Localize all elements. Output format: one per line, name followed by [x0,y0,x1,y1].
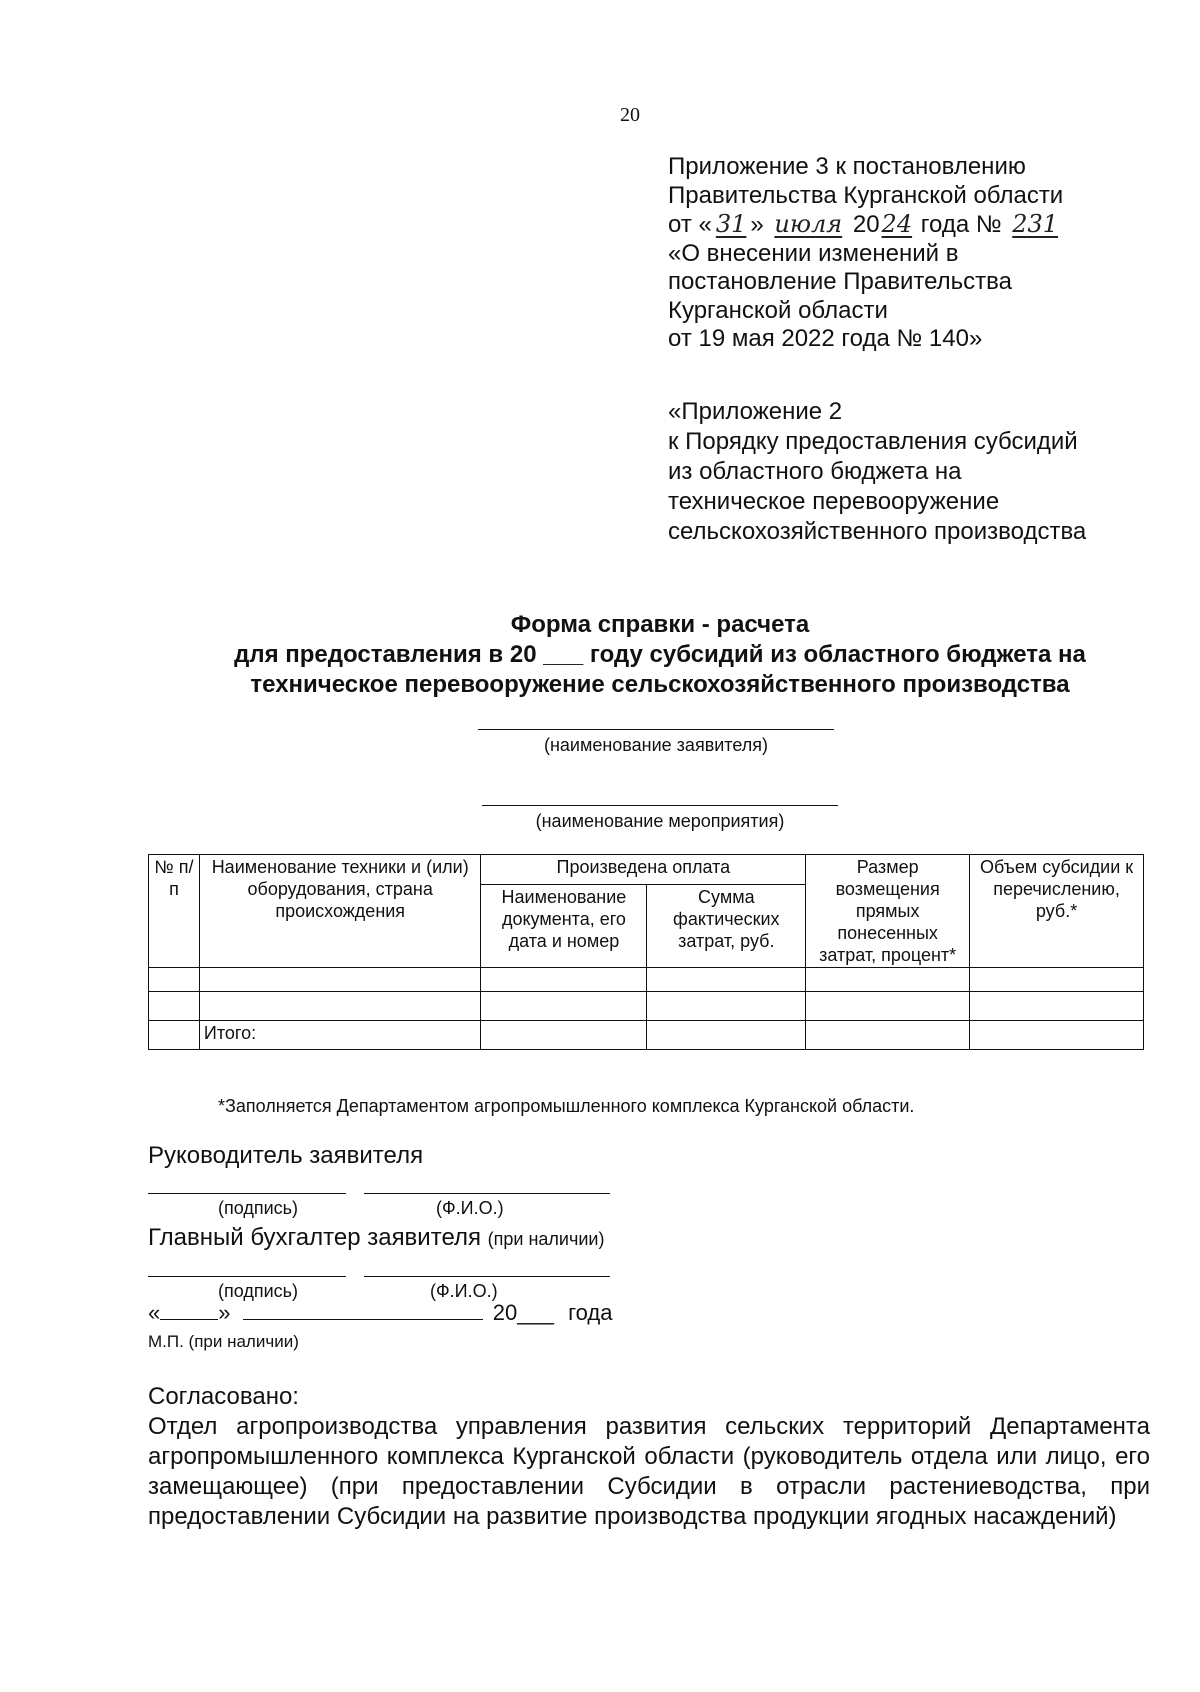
appendix-line: к Порядку предоставления субсидий [668,428,1078,455]
header-date-line [668,210,1148,240]
head-signature-field[interactable] [148,1193,346,1194]
total-label: Итого: [199,1021,481,1050]
applicant-caption: (наименование заявителя) [543,735,769,755]
table-cell[interactable] [149,992,200,1021]
header-reimbursement-rate: Размер возмещения прямых понесенных затрат, процент* [806,855,970,968]
date-open-quote: « [148,1300,161,1325]
header-subsidy-volume: Объем субсидии к перечислению, руб.* [970,855,1144,968]
table-cell[interactable] [647,1021,806,1050]
month-separator: » [750,211,764,238]
fio-caption: (Ф.И.О.) [430,1281,498,1301]
date-prefix: от « [668,211,712,238]
header-line: Правительства Курганской области [668,181,1064,209]
appendix-header [668,153,1148,354]
table-cell[interactable] [970,968,1144,992]
title-line: техническое перевооружение сельскохозяйственного производства [250,671,1070,698]
table-cell[interactable] [806,992,970,1021]
agreed-heading: Согласовано: [148,1383,299,1410]
accountant-fio-field[interactable] [364,1276,610,1277]
table-cell[interactable] [970,992,1144,1021]
table-cell[interactable] [647,992,806,1021]
table-cell[interactable] [647,968,806,992]
table-cell[interactable] [199,968,481,992]
handwritten-day: 31 [715,210,747,238]
signature-caption: (подпись) [218,1198,299,1218]
head-signature-title: Руководитель заявителя [148,1142,424,1169]
agreed-section [148,1382,1150,1532]
header-number: № п/п [149,855,200,968]
handwritten-month: июля [774,210,843,238]
year-prefix: 20 [852,211,880,238]
appendix-line: сельскохозяйственного производства [668,518,1087,545]
date-word: года [568,1300,613,1325]
calculation-table [148,854,1144,1050]
date-close-quote: » [218,1300,231,1325]
event-name-field[interactable] [482,805,838,806]
header-line: от 19 мая 2022 года № 140» [668,325,983,352]
form-title [130,610,1190,700]
applicant-name-field[interactable] [478,729,834,730]
footnote: *Заполняется Департаментом агропромышленного комплекса Курганской области. [218,1096,915,1116]
accountant-signature-field[interactable] [148,1276,346,1277]
agreed-text: Отдел агропроизводства управления развития сельских территорий Департамента агропромышленного комплекса Курганской области (руководитель отдела или лицо, его замещающее) (при предоставлении Субсидии в отрасли растениеводства, при предоставлении Субсидии на развитие производства продукции ягодных насаждений) [148,1413,1150,1530]
table-cell[interactable] [970,1021,1144,1050]
accountant-title: Главный бухгалтер заявителя [148,1224,481,1251]
table-cell[interactable] [149,1021,200,1050]
fio-caption: (Ф.И.О.) [436,1198,504,1218]
header-line: Курганской области [668,296,888,324]
handwritten-year: 24 [881,210,913,238]
header-line: постановление Правительства [668,268,1012,295]
number-prefix: года № [920,211,1002,238]
event-caption: (наименование мероприятия) [535,811,785,831]
accountant-signature-title [148,1224,604,1252]
table-cell[interactable] [481,992,647,1021]
table-row [149,968,1144,992]
table-cell[interactable] [806,1021,970,1050]
table-cell[interactable] [481,968,647,992]
table-total-row [149,1021,1144,1050]
handwritten-number: 231 [1012,210,1059,238]
title-line: Форма справки - расчета [510,611,810,638]
head-fio-field[interactable] [364,1193,610,1194]
signature-caption: (подпись) [218,1281,299,1301]
header-line: Приложение 3 к постановлению [668,153,1026,180]
appendix-2-reference [668,397,1148,547]
table-cell[interactable] [199,992,481,1021]
date-month-field[interactable] [243,1301,483,1320]
header-payment-group: Произведена оплата [481,855,806,885]
table-cell[interactable] [481,1021,647,1050]
header-actual-costs: Сумма фактических затрат, руб. [647,885,806,968]
header-line: «О внесении изменений в [668,239,959,267]
appendix-line: «Приложение 2 [668,398,843,425]
table-cell[interactable] [149,968,200,992]
table-row [149,992,1144,1021]
date-line [148,1300,612,1326]
header-document: Наименование документа, его дата и номер [481,885,647,968]
date-year: 20___ [492,1300,554,1325]
appendix-line: техническое перевооружение [668,488,1000,515]
appendix-line: из областного бюджета на [668,458,962,485]
stamp-place: М.П. (при наличии) [148,1332,299,1351]
page-number: 20 [620,104,640,126]
title-line: для предоставления в 20 ___ году субсидий из областного бюджета на [234,641,1086,668]
header-equipment-name: Наименование техники и (или) оборудования, страна происхождения [199,855,481,968]
accountant-note: (при наличии) [487,1229,605,1249]
table-cell[interactable] [806,968,970,992]
date-day-field[interactable] [160,1301,218,1320]
